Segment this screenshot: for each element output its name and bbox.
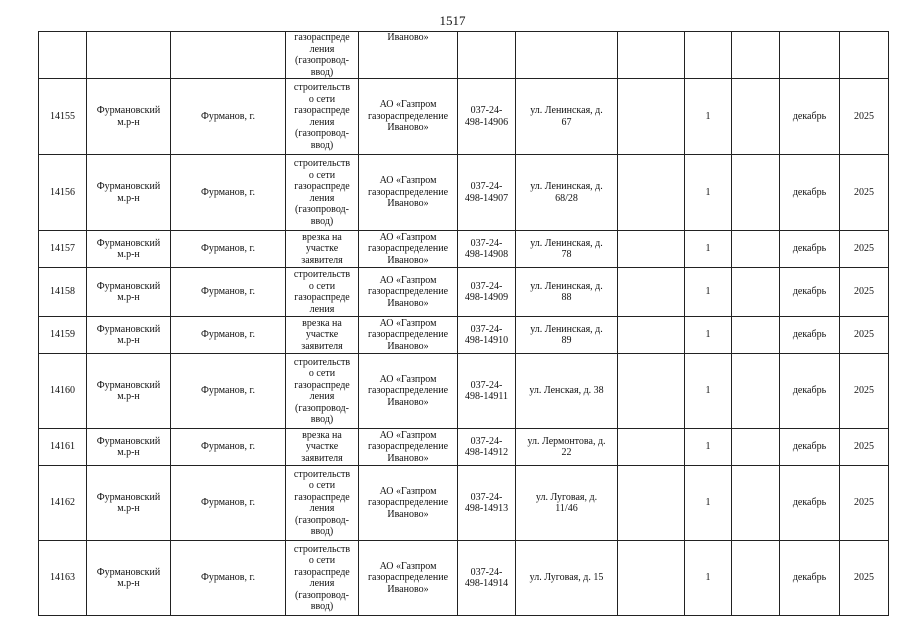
cell-num: 14163 [39,541,87,616]
cell-empty-2 [732,317,780,354]
cell-num: 14156 [39,155,87,231]
table-row [39,354,889,429]
cell-code: 037-24- 498-14906 [458,79,516,155]
cell-empty-2 [732,268,780,317]
cell-work: врезка на участке заявителя [286,317,359,354]
cell-month: декабрь [780,231,840,268]
cell-address: ул. Ленинская, д. 89 [516,317,618,354]
gasification-table [38,31,889,616]
cell-org: АО «Газпром газораспределение Иваново» [359,231,458,268]
cell-empty-1 [618,429,685,466]
cell-address: ул. Ленинская, д. 78 [516,231,618,268]
cell-year: 2025 [840,268,889,317]
cell-locality: Фурманов, г. [171,354,286,429]
cell-qty: 1 [685,268,732,317]
cell-month: декабрь [780,429,840,466]
cell-district: Фурмановский м.р-н [87,79,171,155]
cell-org: АО «Газпром газораспределение Иваново» [359,79,458,155]
cell-address [516,32,618,79]
cell-locality: Фурманов, г. [171,317,286,354]
cell-district: Фурмановский м.р-н [87,466,171,541]
table-row [39,429,889,466]
cell-district: Фурмановский м.р-н [87,354,171,429]
cell-empty-2 [732,155,780,231]
table-row [39,79,889,155]
cell-district: Фурмановский м.р-н [87,429,171,466]
table-row [39,541,889,616]
table-row [39,155,889,231]
cell-qty: 1 [685,354,732,429]
table-row [39,317,889,354]
cell-empty-1 [618,541,685,616]
cell-qty: 1 [685,79,732,155]
cell-org: АО «Газпром газораспределение Иваново» [359,268,458,317]
cell-empty-1 [618,79,685,155]
cell-work: строительств о сети газораспреде ления (газопровод- ввод) [286,541,359,616]
cell-empty-2 [732,231,780,268]
cell-address: ул. Луговая, д. 11/46 [516,466,618,541]
cell-district: Фурмановский м.р-н [87,155,171,231]
cell-work: врезка на участке заявителя [286,231,359,268]
cell-locality: Фурманов, г. [171,466,286,541]
table-row [39,268,889,317]
cell-code: 037-24- 498-14908 [458,231,516,268]
cell-address: ул. Ленинская, д. 67 [516,79,618,155]
cell-year: 2025 [840,541,889,616]
cell-qty: 1 [685,429,732,466]
cell-org: Иваново» [359,32,458,79]
cell-org: АО «Газпром газораспределение Иваново» [359,466,458,541]
cell-code: 037-24- 498-14910 [458,317,516,354]
cell-locality: Фурманов, г. [171,429,286,466]
cell-year: 2025 [840,317,889,354]
cell-code: 037-24- 498-14909 [458,268,516,317]
cell-num: 14162 [39,466,87,541]
cell-num: 14159 [39,317,87,354]
cell-empty-2 [732,541,780,616]
cell-qty: 1 [685,155,732,231]
cell-district: Фурмановский м.р-н [87,268,171,317]
cell-qty: 1 [685,466,732,541]
cell-qty: 1 [685,317,732,354]
cell-district: Фурмановский м.р-н [87,231,171,268]
cell-num: 14158 [39,268,87,317]
cell-empty-1 [618,268,685,317]
cell-org: АО «Газпром газораспределение Иваново» [359,429,458,466]
cell-address: ул. Ленинская, д. 68/28 [516,155,618,231]
cell-month: декабрь [780,466,840,541]
cell-address: ул. Лермонтова, д. 22 [516,429,618,466]
table-row [39,231,889,268]
cell-month: декабрь [780,155,840,231]
cell-locality: Фурманов, г. [171,541,286,616]
cell-month: декабрь [780,541,840,616]
cell-locality: Фурманов, г. [171,268,286,317]
cell-code: 037-24- 498-14914 [458,541,516,616]
cell-empty-1 [618,231,685,268]
cell-code: 037-24- 498-14907 [458,155,516,231]
cell-address: ул. Ленская, д. 38 [516,354,618,429]
cell-work: строительств о сети газораспреде ления [286,268,359,317]
cell-code: 037-24- 498-14912 [458,429,516,466]
cell-work: строительств о сети газораспреде ления (газопровод- ввод) [286,466,359,541]
cell-qty [685,32,732,79]
cell-qty: 1 [685,541,732,616]
cell-empty-2 [732,354,780,429]
cell-num: 14157 [39,231,87,268]
cell-org: АО «Газпром газораспределение Иваново» [359,317,458,354]
cell-org: АО «Газпром газораспределение Иваново» [359,354,458,429]
cell-empty-1 [618,466,685,541]
cell-empty-2 [732,79,780,155]
cell-work: врезка на участке заявителя [286,429,359,466]
cell-locality: Фурманов, г. [171,231,286,268]
cell-year: 2025 [840,429,889,466]
cell-work: газораспреде ления (газопровод- ввод) [286,32,359,79]
cell-num: 14161 [39,429,87,466]
table-row [39,466,889,541]
cell-year: 2025 [840,466,889,541]
cell-month: декабрь [780,317,840,354]
cell-empty-1 [618,354,685,429]
cell-year [840,32,889,79]
cell-month [780,32,840,79]
cell-empty-1 [618,155,685,231]
cell-num [39,32,87,79]
cell-address: ул. Луговая, д. 15 [516,541,618,616]
cell-org: АО «Газпром газораспределение Иваново» [359,155,458,231]
page-number: 1517 [439,13,466,28]
cell-year: 2025 [840,231,889,268]
cell-district: Фурмановский м.р-н [87,541,171,616]
cell-code: 037-24- 498-14911 [458,354,516,429]
cell-empty-1 [618,317,685,354]
cell-month: декабрь [780,79,840,155]
cell-empty-2 [732,32,780,79]
cell-empty-1 [618,32,685,79]
cell-year: 2025 [840,79,889,155]
cell-locality: Фурманов, г. [171,79,286,155]
cell-qty: 1 [685,231,732,268]
cell-district: Фурмановский м.р-н [87,317,171,354]
cell-district [87,32,171,79]
cell-code [458,32,516,79]
cell-locality [171,32,286,79]
cell-work: строительств о сети газораспреде ления (газопровод- ввод) [286,354,359,429]
cell-month: декабрь [780,268,840,317]
cell-work: строительств о сети газораспреде ления (газопровод- ввод) [286,155,359,231]
cell-empty-2 [732,429,780,466]
cell-empty-2 [732,466,780,541]
cell-num: 14155 [39,79,87,155]
cell-num: 14160 [39,354,87,429]
cell-org: АО «Газпром газораспределение Иваново» [359,541,458,616]
table-row-continuation [39,32,889,79]
cell-locality: Фурманов, г. [171,155,286,231]
cell-year: 2025 [840,155,889,231]
cell-month: декабрь [780,354,840,429]
cell-code: 037-24- 498-14913 [458,466,516,541]
cell-address: ул. Ленинская, д. 88 [516,268,618,317]
cell-work: строительств о сети газораспреде ления (газопровод- ввод) [286,79,359,155]
cell-year: 2025 [840,354,889,429]
